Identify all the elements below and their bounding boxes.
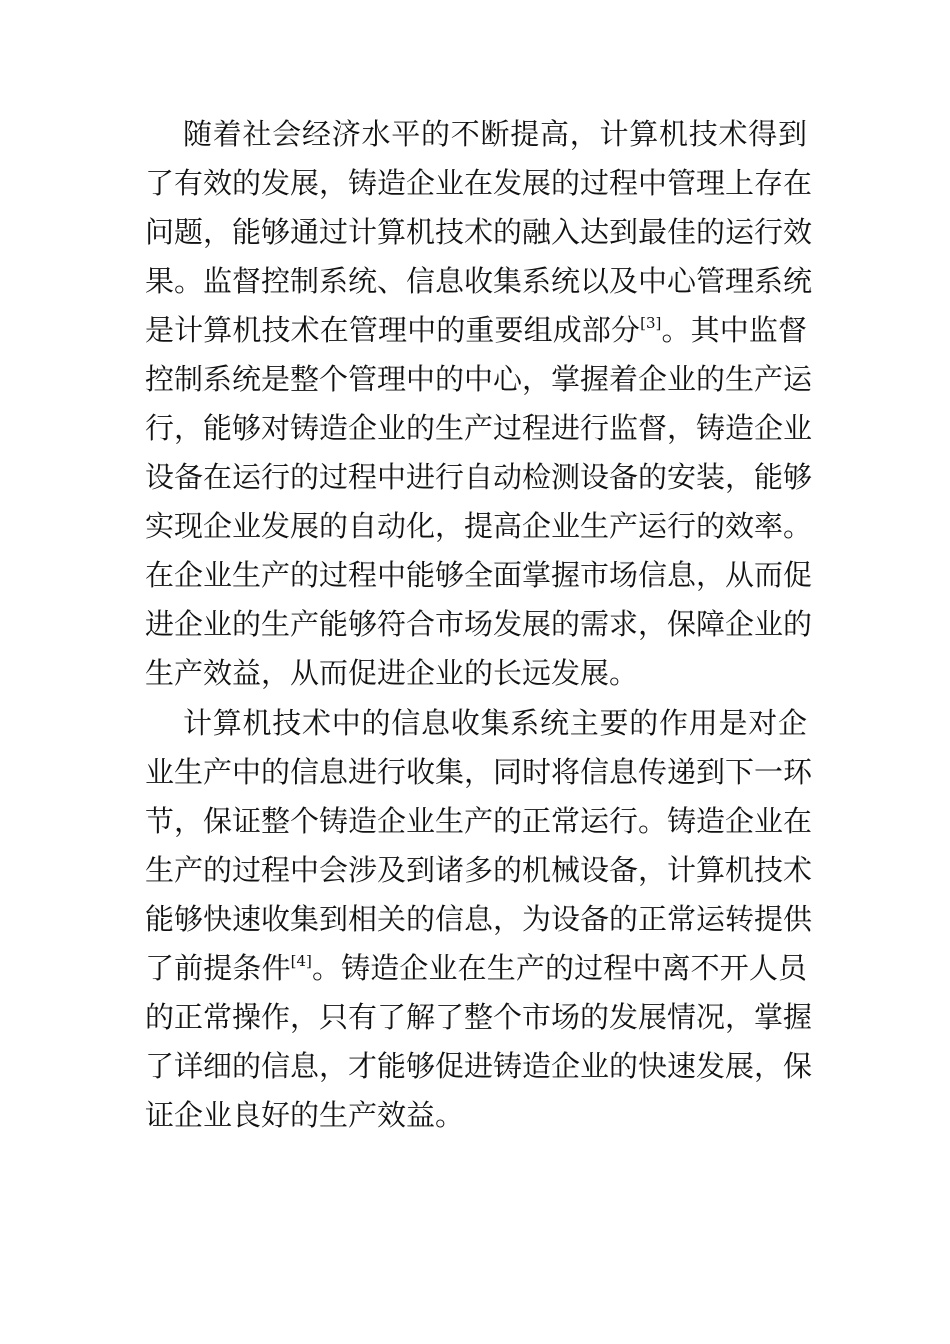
citation-marker: [3]	[640, 314, 662, 332]
paragraph-line: 生产效益，从而促进企业的长远发展。	[145, 656, 639, 690]
citation-marker: [4]	[290, 952, 312, 970]
paragraph-line: 在企业生产的过程中能够全面掌握市场信息，从而促	[145, 558, 813, 592]
paragraph-line: 了详细的信息，才能够促进铸造企业的快速发展，保	[145, 1049, 813, 1083]
paragraph-line: 进企业的生产能够符合市场发展的需求，保障企业的	[145, 607, 813, 641]
paragraph-line: 问题，能够通过计算机技术的融入达到最佳的运行效	[145, 215, 813, 249]
paragraph-line: 计算机技术中的信息收集系统主要的作用是对企	[183, 706, 807, 740]
paragraph-line: 行，能够对铸造企业的生产过程进行监督，铸造企业	[145, 411, 813, 445]
line-text: 。其中监督	[661, 313, 807, 347]
line-text: 。铸造企业在生产的过程中离不开人员	[311, 951, 807, 985]
line-text: 了前提条件	[145, 951, 291, 985]
paragraph-2	[145, 699, 813, 1140]
paragraph-line: 果。监督控制系统、信息收集系统以及中心管理系统	[145, 264, 813, 298]
paragraph-line: 能够快速收集到相关的信息，为设备的正常运转提供	[145, 902, 813, 936]
line-text: 是计算机技术在管理中的重要组成部分	[145, 313, 641, 347]
paragraph-line: 设备在运行的过程中进行自动检测设备的安装，能够	[145, 460, 813, 494]
paragraph-line: 的正常操作，只有了解了整个市场的发展情况，掌握	[145, 1000, 813, 1034]
paragraph-line: 随着社会经济水平的不断提高，计算机技术得到	[183, 117, 807, 151]
paragraph-1	[145, 110, 813, 698]
paragraph-line: 生产的过程中会涉及到诸多的机械设备，计算机技术	[145, 853, 813, 887]
paragraph-line: 控制系统是整个管理中的中心，掌握着企业的生产运	[145, 362, 813, 396]
paragraph-line: 业生产中的信息进行收集，同时将信息传递到下一环	[145, 755, 813, 789]
paragraph-line: 了有效的发展，铸造企业在发展的过程中管理上存在	[145, 166, 813, 200]
paragraph-line	[145, 306, 807, 355]
paragraph-line: 节，保证整个铸造企业生产的正常运行。铸造企业在	[145, 804, 813, 838]
paragraph-line: 证企业良好的生产效益。	[145, 1098, 465, 1132]
paragraph-line: 实现企业发展的自动化，提高企业生产运行的效率。	[145, 509, 813, 543]
paragraph-line	[145, 944, 807, 993]
